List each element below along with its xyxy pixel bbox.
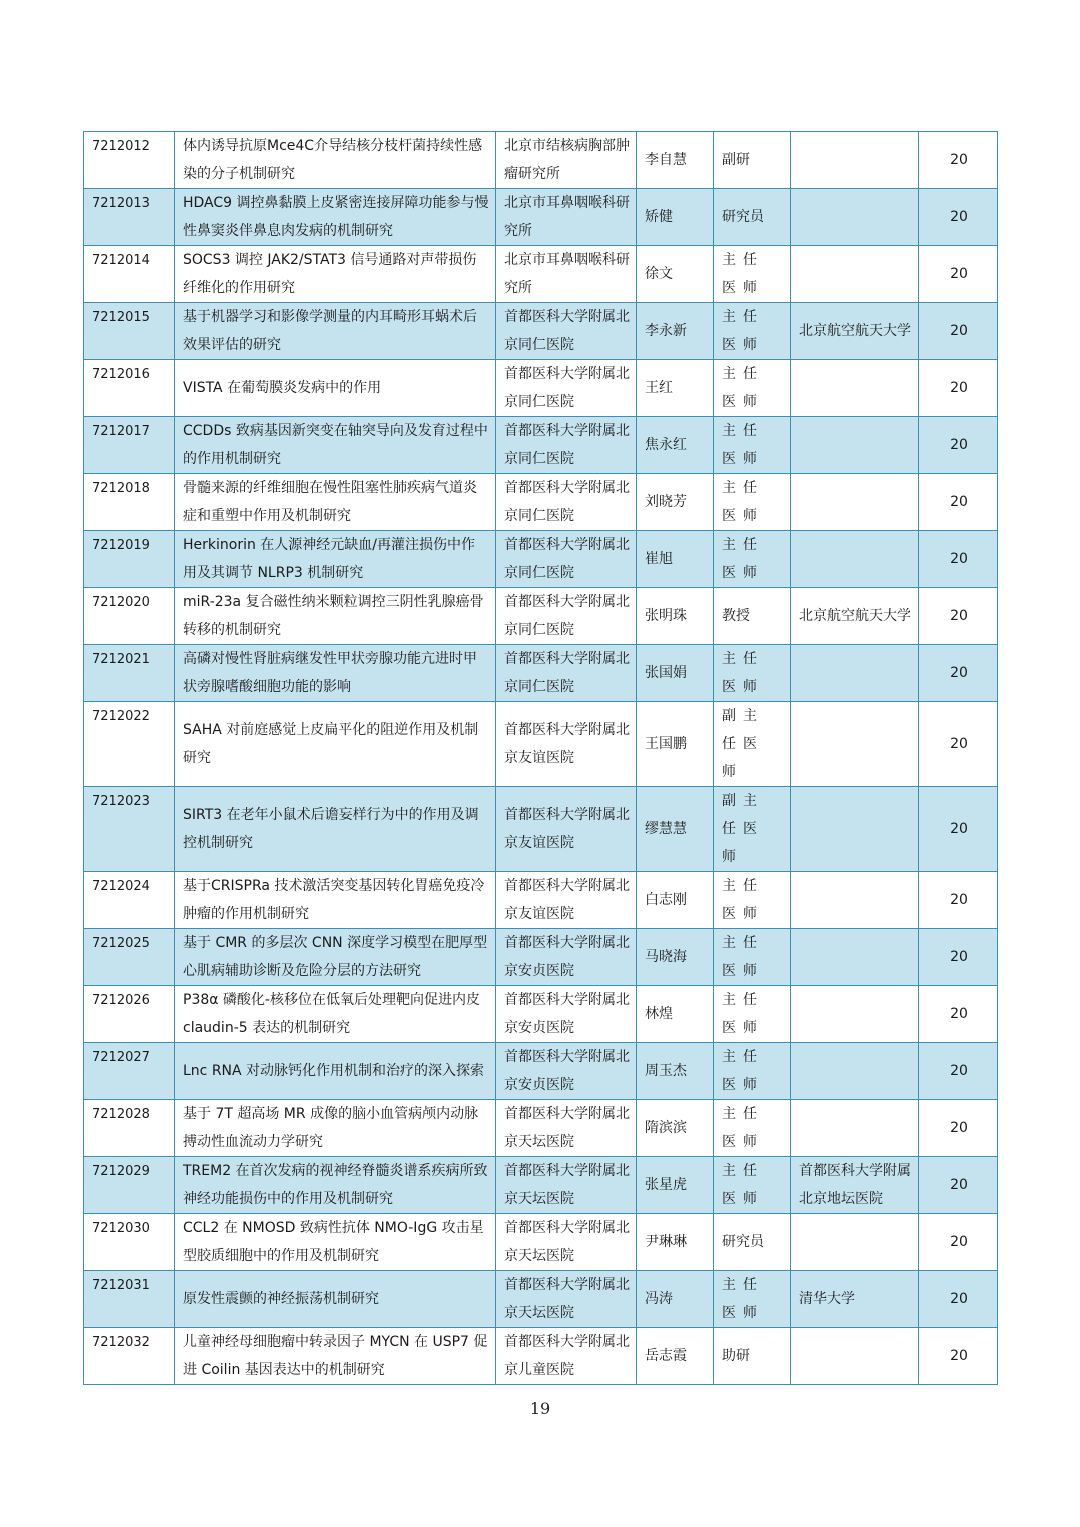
project-title-cell: 原发性震颤的神经振荡机制研究: [175, 1271, 496, 1328]
partner-cell: [791, 929, 919, 986]
institution-cell: 首都医科大学附属北京安贞医院: [496, 1043, 637, 1100]
table-row: [84, 246, 998, 303]
title-rank-cell: 副主任医师: [714, 787, 791, 872]
funding-amount-cell: 20: [919, 872, 998, 929]
leader-name-cell: 林煌: [637, 986, 714, 1043]
leader-name-cell: 王红: [637, 360, 714, 417]
leader-name-cell: 刘晓芳: [637, 474, 714, 531]
title-rank-cell: 主任医师: [714, 1157, 791, 1214]
title-rank-cell: 主任医师: [714, 645, 791, 702]
leader-name-cell: 冯涛: [637, 1271, 714, 1328]
project-id-cell: 7212026: [84, 986, 175, 1043]
institution-cell: 首都医科大学附属北京同仁医院: [496, 531, 637, 588]
project-id-cell: 7212032: [84, 1328, 175, 1385]
funding-amount-cell: 20: [919, 189, 998, 246]
institution-cell: 首都医科大学附属北京友谊医院: [496, 872, 637, 929]
project-title-cell: CCDDs 致病基因新突变在轴突导向及发育过程中的作用机制研究: [175, 417, 496, 474]
institution-cell: 首都医科大学附属北京同仁医院: [496, 360, 637, 417]
partner-cell: [791, 474, 919, 531]
title-rank-cell: 助研: [714, 1328, 791, 1385]
title-rank-cell: 主任医师: [714, 872, 791, 929]
partner-cell: [791, 872, 919, 929]
partner-cell: 清华大学: [791, 1271, 919, 1328]
funding-amount-cell: 20: [919, 303, 998, 360]
title-rank-cell: 主任医师: [714, 1043, 791, 1100]
leader-name-cell: 张国娟: [637, 645, 714, 702]
partner-cell: [791, 132, 919, 189]
table-row: [84, 1271, 998, 1328]
partner-cell: [791, 787, 919, 872]
table-row: [84, 132, 998, 189]
project-title-cell: 体内诱导抗原Mce4C介导结核分枝杆菌持续性感染的分子机制研究: [175, 132, 496, 189]
project-id-cell: 7212013: [84, 189, 175, 246]
table-row: [84, 189, 998, 246]
table-row: [84, 303, 998, 360]
funding-amount-cell: 20: [919, 1271, 998, 1328]
project-id-cell: 7212030: [84, 1214, 175, 1271]
partner-cell: [791, 417, 919, 474]
partner-cell: [791, 189, 919, 246]
table-row: [84, 360, 998, 417]
leader-name-cell: 白志刚: [637, 872, 714, 929]
partner-cell: [791, 702, 919, 787]
table-row: [84, 1100, 998, 1157]
project-title-cell: P38α 磷酸化-核移位在低氧后处理靶向促进内皮 claudin-5 表达的机制研究: [175, 986, 496, 1043]
partner-cell: [791, 246, 919, 303]
funding-amount-cell: 20: [919, 986, 998, 1043]
institution-cell: 首都医科大学附属北京儿童医院: [496, 1328, 637, 1385]
project-id-cell: 7212014: [84, 246, 175, 303]
title-rank-cell: 主任医师: [714, 417, 791, 474]
project-id-cell: 7212027: [84, 1043, 175, 1100]
table-row: [84, 929, 998, 986]
funding-amount-cell: 20: [919, 588, 998, 645]
title-rank-cell: 主任医师: [714, 986, 791, 1043]
funding-amount-cell: 20: [919, 929, 998, 986]
leader-name-cell: 焦永红: [637, 417, 714, 474]
table-row: [84, 1214, 998, 1271]
institution-cell: 首都医科大学附属北京安贞医院: [496, 929, 637, 986]
institution-cell: 首都医科大学附属北京同仁医院: [496, 417, 637, 474]
table-row: [84, 702, 998, 787]
project-title-cell: Herkinorin 在人源神经元缺血/再灌注损伤中作用及其调节 NLRP3 机制研究: [175, 531, 496, 588]
table-row: [84, 531, 998, 588]
table-row: [84, 787, 998, 872]
funding-amount-cell: 20: [919, 1100, 998, 1157]
table-row: [84, 1043, 998, 1100]
institution-cell: 北京市结核病胸部肿瘤研究所: [496, 132, 637, 189]
project-title-cell: 基于 CMR 的多层次 CNN 深度学习模型在肥厚型心肌病辅助诊断及危险分层的方法研究: [175, 929, 496, 986]
institution-cell: 首都医科大学附属北京天坛医院: [496, 1214, 637, 1271]
title-rank-cell: 主任医师: [714, 474, 791, 531]
leader-name-cell: 王国鹏: [637, 702, 714, 787]
leader-name-cell: 马晓海: [637, 929, 714, 986]
title-rank-cell: 主任医师: [714, 1271, 791, 1328]
institution-cell: 首都医科大学附属北京同仁医院: [496, 588, 637, 645]
table-row: [84, 474, 998, 531]
project-title-cell: Lnc RNA 对动脉钙化作用机制和治疗的深入探索: [175, 1043, 496, 1100]
institution-cell: 首都医科大学附属北京友谊医院: [496, 787, 637, 872]
project-id-cell: 7212018: [84, 474, 175, 531]
leader-name-cell: 尹琳琳: [637, 1214, 714, 1271]
partner-cell: [791, 986, 919, 1043]
funding-amount-cell: 20: [919, 132, 998, 189]
project-title-cell: 儿童神经母细胞瘤中转录因子 MYCN 在 USP7 促进 Coilin 基因表达中的机制研究: [175, 1328, 496, 1385]
partner-cell: [791, 1043, 919, 1100]
institution-cell: 北京市耳鼻咽喉科研究所: [496, 246, 637, 303]
leader-name-cell: 周玉杰: [637, 1043, 714, 1100]
project-id-cell: 7212022: [84, 702, 175, 787]
project-title-cell: SAHA 对前庭感觉上皮扁平化的阻逆作用及机制研究: [175, 702, 496, 787]
partner-cell: [791, 531, 919, 588]
leader-name-cell: 岳志霞: [637, 1328, 714, 1385]
project-id-cell: 7212021: [84, 645, 175, 702]
funding-amount-cell: 20: [919, 1214, 998, 1271]
project-id-cell: 7212023: [84, 787, 175, 872]
project-title-cell: HDAC9 调控鼻黏膜上皮紧密连接屏障功能参与慢性鼻窦炎伴鼻息肉发病的机制研究: [175, 189, 496, 246]
project-id-cell: 7212029: [84, 1157, 175, 1214]
title-rank-cell: 研究员: [714, 1214, 791, 1271]
title-rank-cell: 主任医师: [714, 929, 791, 986]
table-row: [84, 588, 998, 645]
partner-cell: [791, 645, 919, 702]
page-number: 19: [529, 1399, 551, 1418]
institution-cell: 首都医科大学附属北京友谊医院: [496, 702, 637, 787]
project-title-cell: 基于 7T 超高场 MR 成像的脑小血管病颅内动脉搏动性血流动力学研究: [175, 1100, 496, 1157]
table-row: [84, 1157, 998, 1214]
project-id-cell: 7212028: [84, 1100, 175, 1157]
funding-amount-cell: 20: [919, 787, 998, 872]
leader-name-cell: 张明珠: [637, 588, 714, 645]
partner-cell: [791, 1214, 919, 1271]
partner-cell: 首都医科大学附属北京地坛医院: [791, 1157, 919, 1214]
institution-cell: 首都医科大学附属北京天坛医院: [496, 1157, 637, 1214]
project-id-cell: 7212025: [84, 929, 175, 986]
project-id-cell: 7212020: [84, 588, 175, 645]
partner-cell: 北京航空航天大学: [791, 303, 919, 360]
project-title-cell: TREM2 在首次发病的视神经脊髓炎谱系疾病所致神经功能损伤中的作用及机制研究: [175, 1157, 496, 1214]
project-title-cell: VISTA 在葡萄膜炎发病中的作用: [175, 360, 496, 417]
funding-amount-cell: 20: [919, 702, 998, 787]
partner-cell: [791, 1328, 919, 1385]
partner-cell: [791, 1100, 919, 1157]
funding-amount-cell: 20: [919, 645, 998, 702]
institution-cell: 首都医科大学附属北京同仁医院: [496, 645, 637, 702]
partner-cell: [791, 360, 919, 417]
institution-cell: 首都医科大学附属北京安贞医院: [496, 986, 637, 1043]
funding-amount-cell: 20: [919, 531, 998, 588]
funding-amount-cell: 20: [919, 1157, 998, 1214]
project-id-cell: 7212016: [84, 360, 175, 417]
funding-amount-cell: 20: [919, 1043, 998, 1100]
table-row: [84, 986, 998, 1043]
funding-amount-cell: 20: [919, 474, 998, 531]
leader-name-cell: 徐文: [637, 246, 714, 303]
funding-amount-cell: 20: [919, 360, 998, 417]
title-rank-cell: 主任医师: [714, 360, 791, 417]
leader-name-cell: 李永新: [637, 303, 714, 360]
institution-cell: 首都医科大学附属北京同仁医院: [496, 474, 637, 531]
table-row: [84, 417, 998, 474]
project-title-cell: CCL2 在 NMOSD 致病性抗体 NMO-IgG 攻击星型胶质细胞中的作用及机制研究: [175, 1214, 496, 1271]
project-title-cell: SOCS3 调控 JAK2/STAT3 信号通路对声带损伤纤维化的作用研究: [175, 246, 496, 303]
funding-amount-cell: 20: [919, 417, 998, 474]
institution-cell: 首都医科大学附属北京同仁医院: [496, 303, 637, 360]
project-table: [83, 131, 998, 1385]
table-row: [84, 1328, 998, 1385]
title-rank-cell: 副研: [714, 132, 791, 189]
funding-amount-cell: 20: [919, 1328, 998, 1385]
project-id-cell: 7212019: [84, 531, 175, 588]
project-id-cell: 7212015: [84, 303, 175, 360]
project-id-cell: 7212012: [84, 132, 175, 189]
funding-amount-cell: 20: [919, 246, 998, 303]
title-rank-cell: 主任医师: [714, 1100, 791, 1157]
table-body: [84, 132, 998, 1385]
project-title-cell: 基于CRISPRa 技术激活突变基因转化胃癌免疫冷肿瘤的作用机制研究: [175, 872, 496, 929]
partner-cell: 北京航空航天大学: [791, 588, 919, 645]
table-row: [84, 645, 998, 702]
project-id-cell: 7212031: [84, 1271, 175, 1328]
table-row: [84, 872, 998, 929]
title-rank-cell: 主任医师: [714, 246, 791, 303]
institution-cell: 北京市耳鼻咽喉科研究所: [496, 189, 637, 246]
title-rank-cell: 主任医师: [714, 303, 791, 360]
title-rank-cell: 副主任医师: [714, 702, 791, 787]
project-title-cell: 骨髓来源的纤维细胞在慢性阻塞性肺疾病气道炎症和重塑中作用及机制研究: [175, 474, 496, 531]
project-title-cell: miR-23a 复合磁性纳米颗粒调控三阴性乳腺癌骨转移的机制研究: [175, 588, 496, 645]
leader-name-cell: 隋滨滨: [637, 1100, 714, 1157]
leader-name-cell: 李自慧: [637, 132, 714, 189]
institution-cell: 首都医科大学附属北京天坛医院: [496, 1271, 637, 1328]
project-id-cell: 7212024: [84, 872, 175, 929]
title-rank-cell: 教授: [714, 588, 791, 645]
leader-name-cell: 矫健: [637, 189, 714, 246]
project-title-cell: 高磷对慢性肾脏病继发性甲状旁腺功能亢进时甲状旁腺嗜酸细胞功能的影响: [175, 645, 496, 702]
title-rank-cell: 研究员: [714, 189, 791, 246]
leader-name-cell: 崔旭: [637, 531, 714, 588]
project-title-cell: 基于机器学习和影像学测量的内耳畸形耳蜗术后效果评估的研究: [175, 303, 496, 360]
leader-name-cell: 张星虎: [637, 1157, 714, 1214]
title-rank-cell: 主任医师: [714, 531, 791, 588]
leader-name-cell: 缪慧慧: [637, 787, 714, 872]
project-title-cell: SIRT3 在老年小鼠术后谵妄样行为中的作用及调控机制研究: [175, 787, 496, 872]
project-id-cell: 7212017: [84, 417, 175, 474]
institution-cell: 首都医科大学附属北京天坛医院: [496, 1100, 637, 1157]
